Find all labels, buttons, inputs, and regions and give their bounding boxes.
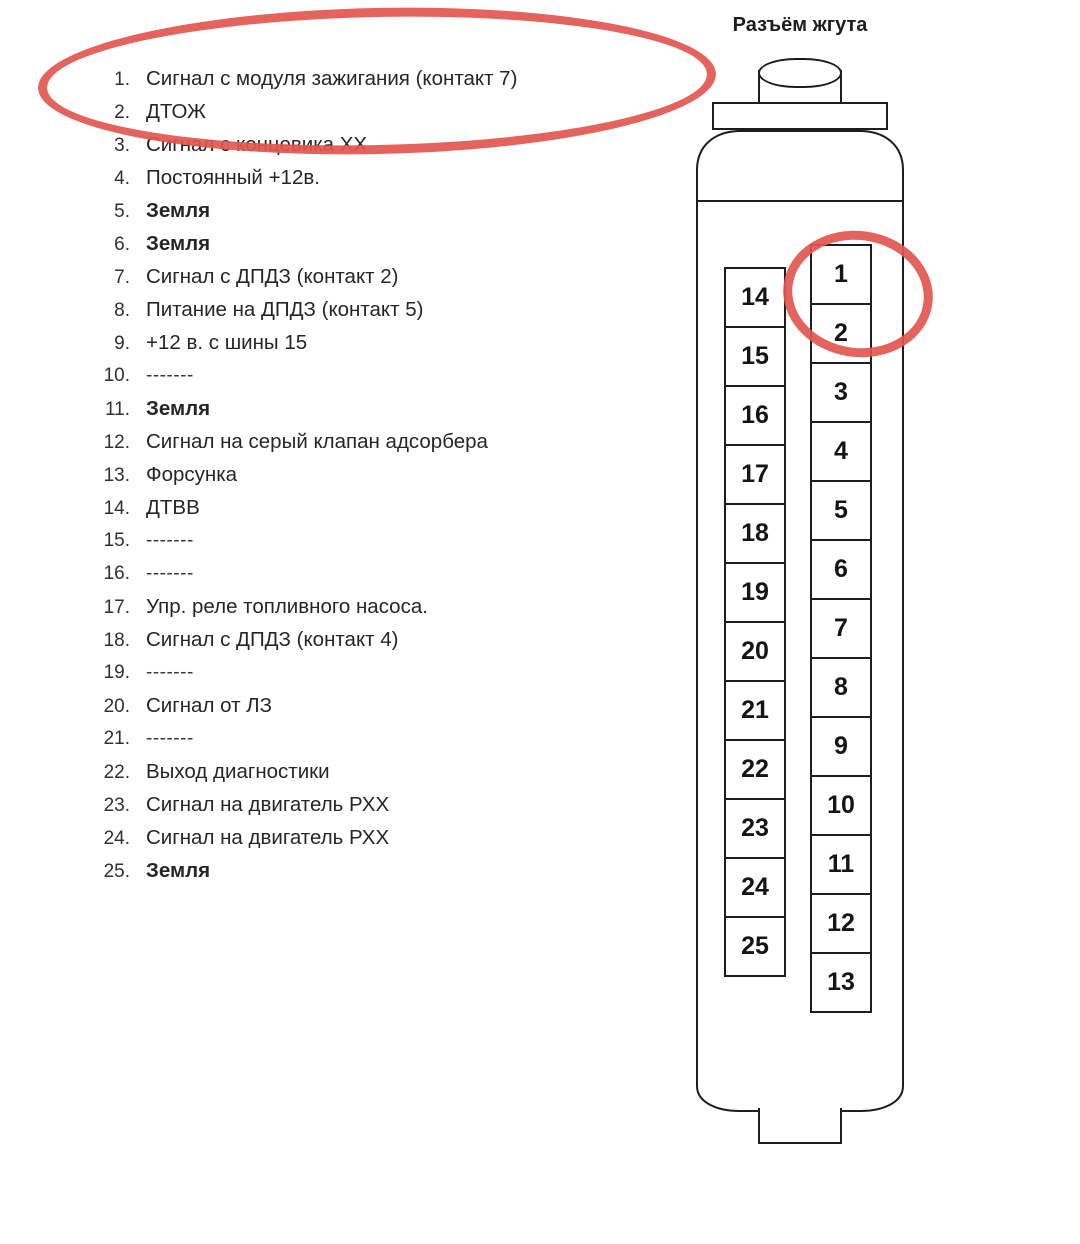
list-item: [78, 524, 678, 557]
pin-number: 20.: [103, 696, 130, 717]
pin-label: Земля: [146, 397, 211, 420]
connector-lower-taper: [696, 1072, 904, 1112]
pin-label: Земля: [146, 859, 211, 882]
pin-number: 2.: [114, 102, 130, 123]
pin-column-right: [810, 244, 872, 1011]
list-item: [78, 491, 678, 524]
pin-column-left: [724, 267, 786, 975]
list-item: [78, 458, 678, 491]
pin-cell: 22: [724, 739, 786, 800]
pin-number: 18.: [103, 630, 130, 651]
pin-cell: 24: [724, 857, 786, 918]
pin-number: 14.: [103, 498, 130, 519]
pin-label: -------: [146, 563, 194, 584]
pin-cell: 8: [810, 657, 872, 718]
pin-label: Форсунка: [146, 463, 238, 486]
pin-cell: 21: [724, 680, 786, 741]
pin-label: Земля: [146, 199, 211, 222]
list-item: [78, 293, 678, 326]
pin-cell: 20: [724, 621, 786, 682]
pin-cell: 18: [724, 503, 786, 564]
list-item: [78, 689, 678, 722]
pin-number: 12.: [103, 432, 130, 453]
pin-cell: 9: [810, 716, 872, 777]
pin-label: -------: [146, 365, 194, 386]
pin-number: 25.: [103, 861, 130, 882]
pin-label: Сигнал на серый клапан адсорбера: [146, 430, 488, 453]
pin-number: 9.: [114, 333, 130, 354]
pin-number: 8.: [114, 300, 130, 321]
list-item: [78, 62, 678, 95]
pin-label: Сигнал с ДПДЗ (контакт 4): [146, 628, 399, 651]
pin-number: 16.: [103, 563, 130, 584]
pin-label: Постоянный +12в.: [146, 166, 320, 189]
pin-label: ДТОЖ: [146, 100, 206, 123]
pin-cell: 2: [810, 303, 872, 364]
connector-upper-taper: [696, 130, 904, 204]
pin-number: 23.: [103, 795, 130, 816]
list-item: [78, 95, 678, 128]
pin-cell: 25: [724, 916, 786, 977]
harness-connector-diagram: [690, 14, 910, 1154]
pin-cell: 7: [810, 598, 872, 659]
list-item: [78, 788, 678, 821]
pin-label: Сигнал на двигатель РХХ: [146, 826, 390, 849]
pin-number: 4.: [114, 168, 130, 189]
pin-label: Сигнал с модуля зажигания (контакт 7): [146, 67, 518, 90]
pin-label: Сигнал с ДПДЗ (контакт 2): [146, 265, 399, 288]
list-item: [78, 557, 678, 590]
pin-cell: 14: [724, 267, 786, 328]
pin-number: 24.: [103, 828, 130, 849]
pin-cell: 13: [810, 952, 872, 1013]
list-item: [78, 755, 678, 788]
pin-cell: 1: [810, 244, 872, 305]
pin-number: 17.: [103, 597, 130, 618]
pin-number: 1.: [114, 69, 130, 90]
pin-number: 11.: [104, 399, 130, 420]
list-item: [78, 227, 678, 260]
pin-cell: 19: [724, 562, 786, 623]
pin-number: 15.: [103, 530, 130, 551]
pin-cell: 11: [810, 834, 872, 895]
pin-number: 21.: [103, 728, 130, 749]
connector-top-cap: [758, 58, 842, 88]
list-item: [78, 821, 678, 854]
pin-label: Выход диагностики: [146, 760, 330, 783]
pin-label: Сигнал от ЛЗ: [146, 694, 272, 717]
list-item: [78, 590, 678, 623]
pin-label: Питание на ДПДЗ (контакт 5): [146, 298, 424, 321]
pin-number: 6.: [114, 234, 130, 255]
pin-label: -------: [146, 530, 194, 551]
list-item: [78, 326, 678, 359]
pin-label: Земля: [146, 232, 211, 255]
pin-number: 5.: [114, 201, 130, 222]
pin-number: 7.: [114, 267, 130, 288]
pin-number: 10.: [103, 365, 130, 386]
list-item: [78, 425, 678, 458]
pin-number: 13.: [103, 465, 130, 486]
pin-label: Упр. реле топливного насоса.: [146, 595, 428, 618]
list-item: [78, 194, 678, 227]
pin-cell: 6: [810, 539, 872, 600]
pin-cell: 16: [724, 385, 786, 446]
pin-number: 22.: [103, 762, 130, 783]
pin-description-list: [78, 62, 678, 887]
pin-cell: 12: [810, 893, 872, 954]
pin-number: 3.: [114, 135, 130, 156]
pin-cell: 17: [724, 444, 786, 505]
list-item: [78, 722, 678, 755]
connector-foot: [758, 1108, 842, 1144]
list-item: [78, 854, 678, 887]
page-bottom-margin: [0, 1180, 1080, 1244]
list-item: [78, 392, 678, 425]
connector-title: Разъём жгута: [732, 14, 868, 36]
list-item: [78, 623, 678, 656]
list-item: [78, 656, 678, 689]
list-item: [78, 359, 678, 392]
pin-cell: 15: [724, 326, 786, 387]
pin-label: Сигнал с концевика ХХ: [146, 133, 368, 156]
pin-cell: 5: [810, 480, 872, 541]
pin-cell: 10: [810, 775, 872, 836]
pin-label: -------: [146, 728, 194, 749]
connector-flange: [712, 102, 888, 130]
pin-cell: 4: [810, 421, 872, 482]
pin-number: 19.: [103, 662, 130, 683]
list-item: [78, 161, 678, 194]
pin-cell: 3: [810, 362, 872, 423]
pin-label: Сигнал на двигатель РХХ: [146, 793, 390, 816]
list-item: [78, 128, 678, 161]
pin-label: ДТВВ: [146, 496, 200, 519]
pin-cell: 23: [724, 798, 786, 859]
list-item: [78, 260, 678, 293]
pin-label: +12 в. с шины 15: [146, 331, 308, 354]
pin-label: -------: [146, 662, 194, 683]
